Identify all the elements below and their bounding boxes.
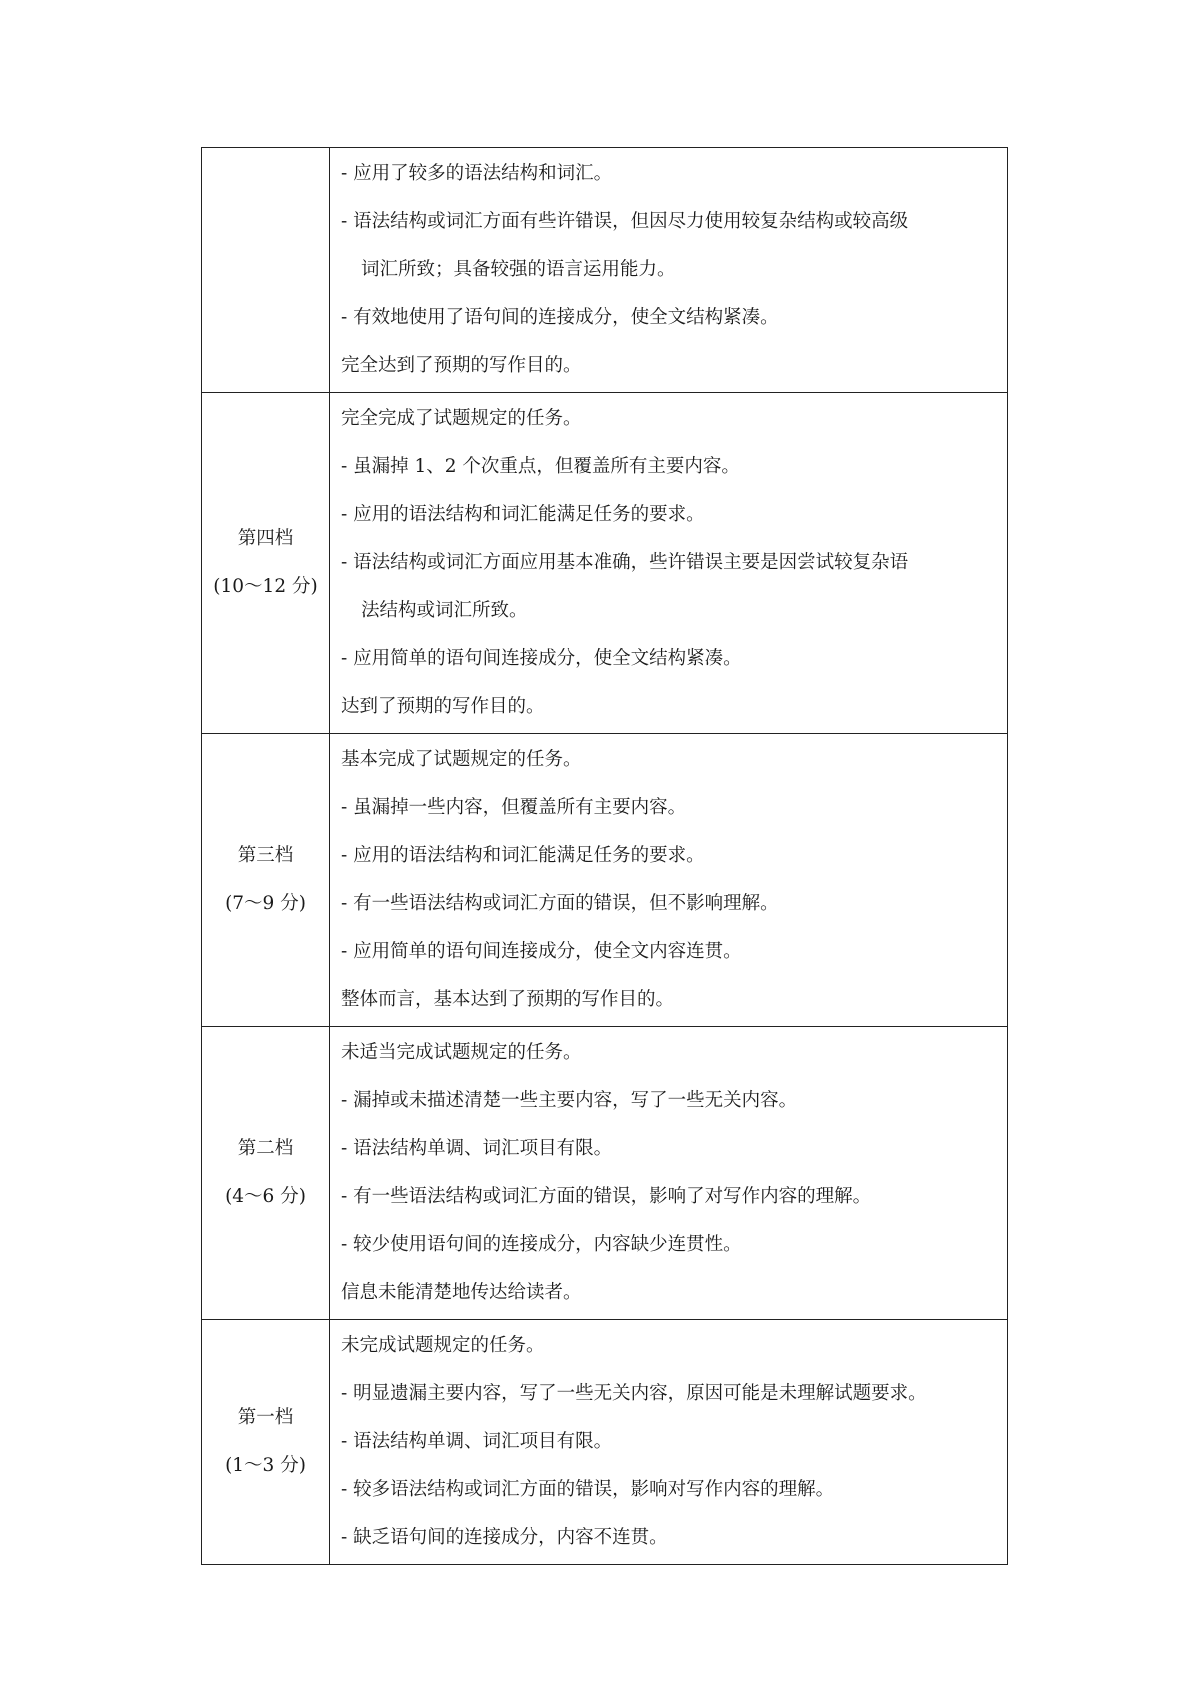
criteria-line: - 应用简单的语句间连接成分，使全文内容连贯。 [341,941,742,962]
level-cell [202,734,330,1027]
criteria-cell [330,734,1008,1027]
level-name: 第二档 [237,1138,294,1159]
criteria-line: 法结构或词汇所致。 [361,600,528,621]
rubric-row [202,393,1008,734]
level-cell [202,1027,330,1320]
criteria-line: - 较少使用语句间的连接成分，内容缺少连贯性。 [341,1234,742,1255]
criteria-line: 完全达到了预期的写作目的。 [341,355,582,376]
criteria-line: - 明显遗漏主要内容，写了一些无关内容，原因可能是未理解试题要求。 [341,1383,927,1404]
criteria-line: 基本完成了试题规定的任务。 [341,749,582,770]
criteria-line: - 有一些语法结构或词汇方面的错误，但不影响理解。 [341,893,779,914]
level-score-range: (10～12 分) [213,576,318,597]
level-score-range: (7～9 分) [225,893,306,914]
level-name: 第一档 [237,1407,294,1428]
level-name: 第三档 [237,845,294,866]
criteria-line: - 有效地使用了语句间的连接成分，使全文结构紧凑。 [341,307,779,328]
rubric-row [202,734,1008,1027]
criteria-line: - 漏掉或未描述清楚一些主要内容，写了一些无关内容。 [341,1090,798,1111]
level-cell [202,148,330,393]
criteria-line: - 应用了较多的语法结构和词汇。 [341,163,613,184]
criteria-line: - 应用简单的语句间连接成分，使全文结构紧凑。 [341,648,742,669]
criteria-line: - 应用的语法结构和词汇能满足任务的要求。 [341,504,705,525]
criteria-line: - 语法结构单调、词汇项目有限。 [341,1138,613,1159]
level-name: 第四档 [237,528,294,549]
rubric-body [202,148,1008,1565]
criteria-line: 词汇所致；具备较强的语言运用能力。 [361,259,676,280]
criteria-cell [330,148,1008,393]
criteria-line: - 缺乏语句间的连接成分，内容不连贯。 [341,1527,668,1548]
level-score-range: (1～3 分) [225,1455,306,1476]
criteria-line: - 有一些语法结构或词汇方面的错误，影响了对写作内容的理解。 [341,1186,872,1207]
criteria-line: - 虽漏掉一些内容，但覆盖所有主要内容。 [341,797,687,818]
rubric-row [202,1320,1008,1565]
criteria-line: 未完成试题规定的任务。 [341,1335,545,1356]
criteria-line: 未适当完成试题规定的任务。 [341,1042,582,1063]
criteria-line: 完全完成了试题规定的任务。 [341,408,582,429]
rubric-row [202,1027,1008,1320]
criteria-line: 整体而言，基本达到了预期的写作目的。 [341,989,675,1010]
criteria-line: - 语法结构或词汇方面有些许错误，但因尽力使用较复杂结构或较高级 [341,211,909,232]
criteria-cell [330,393,1008,734]
criteria-line: - 较多语法结构或词汇方面的错误，影响对写作内容的理解。 [341,1479,835,1500]
level-cell [202,1320,330,1565]
criteria-line: - 语法结构单调、词汇项目有限。 [341,1431,613,1452]
criteria-line: 达到了预期的写作目的。 [341,696,545,717]
level-score-range: (4～6 分) [225,1186,306,1207]
criteria-cell [330,1320,1008,1565]
criteria-line: - 应用的语法结构和词汇能满足任务的要求。 [341,845,705,866]
criteria-line: - 虽漏掉 1、2 个次重点，但覆盖所有主要内容。 [341,456,740,477]
level-cell [202,393,330,734]
criteria-line: 信息未能清楚地传达给读者。 [341,1282,582,1303]
scoring-rubric-table [201,147,1008,1565]
criteria-cell [330,1027,1008,1320]
criteria-line: - 语法结构或词汇方面应用基本准确，些许错误主要是因尝试较复杂语 [341,552,909,573]
rubric-row [202,148,1008,393]
